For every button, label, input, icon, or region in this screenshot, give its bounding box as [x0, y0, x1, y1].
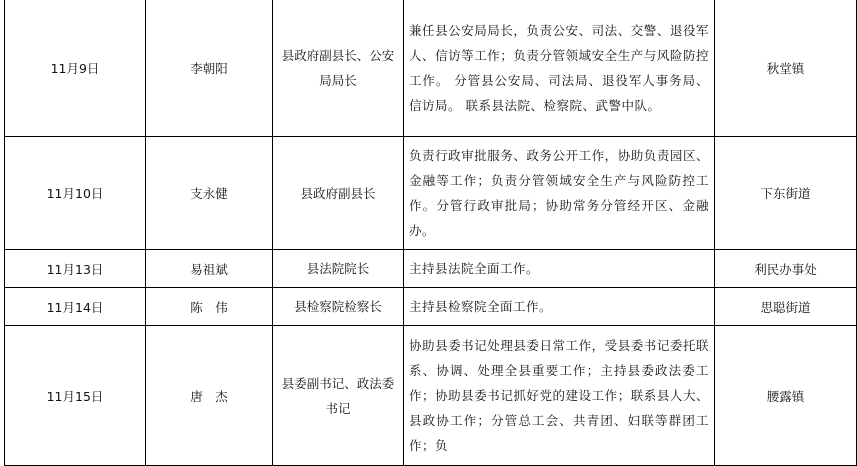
town-cell: 下东街道: [715, 137, 857, 250]
position-text: 县检察院检察长: [294, 299, 382, 314]
position-text: 县法院院长: [306, 261, 370, 276]
date-cell: 11月10日: [5, 137, 146, 250]
position-text: 县政府副县长、公安局局长: [281, 47, 395, 88]
duties-cell: [404, 326, 715, 466]
date-cell: 11月9日: [5, 0, 146, 137]
duties-cell: [404, 250, 715, 288]
duties-text: 协助县委书记处理县委日常工作，受县委书记委托联系、协调、处理全县重要工作；主持县委政法委工作；协助县委书记抓好党的建设工作；联系县人大、县政协工作；分管总工会、共青团、妇联等群团工作；负: [409, 338, 709, 453]
town-cell: 秋堂镇: [715, 0, 857, 137]
duties-cell: [404, 0, 715, 137]
town-cell: 利民办事处: [715, 250, 857, 288]
table-row: [5, 250, 857, 288]
position-cell: [273, 250, 404, 288]
position-text: 县委副书记、政法委书记: [281, 375, 395, 416]
town-cell: 腰露镇: [715, 326, 857, 466]
duties-cell: [404, 137, 715, 250]
position-cell: [273, 137, 404, 250]
date-cell: 11月15日: [5, 326, 146, 466]
name-cell: 易祖斌: [146, 250, 273, 288]
name-cell: 李朝阳: [146, 0, 273, 137]
name-cell: 陈 伟: [146, 288, 273, 326]
position-cell: [273, 288, 404, 326]
date-cell: 11月13日: [5, 250, 146, 288]
town-cell: 思聪街道: [715, 288, 857, 326]
table-row: [5, 326, 857, 466]
table-row: [5, 137, 857, 250]
position-cell: [273, 0, 404, 137]
name-cell: 支永健: [146, 137, 273, 250]
duties-text: 主持县检察院全面工作。: [409, 299, 553, 314]
table-row: [5, 288, 857, 326]
position-text: 县政府副县长: [300, 185, 376, 201]
duties-cell: [404, 288, 715, 326]
duties-text: 负责行政审批服务、政务公开工作，协助负责园区、金融等工作；负责分管领域安全生产与风险防控工作。分管行政审批局；协助常务分管经开区、金融办。: [409, 148, 709, 238]
date-cell: 11月14日: [5, 288, 146, 326]
duties-text: 兼任县公安局局长，负责公安、司法、交警、退役军人、信访等工作；负责分管领域安全生产与风险防控工作。 分管县公安局、司法局、退役军人事务局、信访局。 联系县法院、检察院、武警中队。: [409, 22, 709, 113]
duties-text: 主持县法院全面工作。: [409, 261, 540, 276]
position-cell: [273, 326, 404, 466]
duty-schedule-table: [4, 0, 857, 466]
table-row: [5, 0, 857, 137]
name-cell: 唐 杰: [146, 326, 273, 466]
